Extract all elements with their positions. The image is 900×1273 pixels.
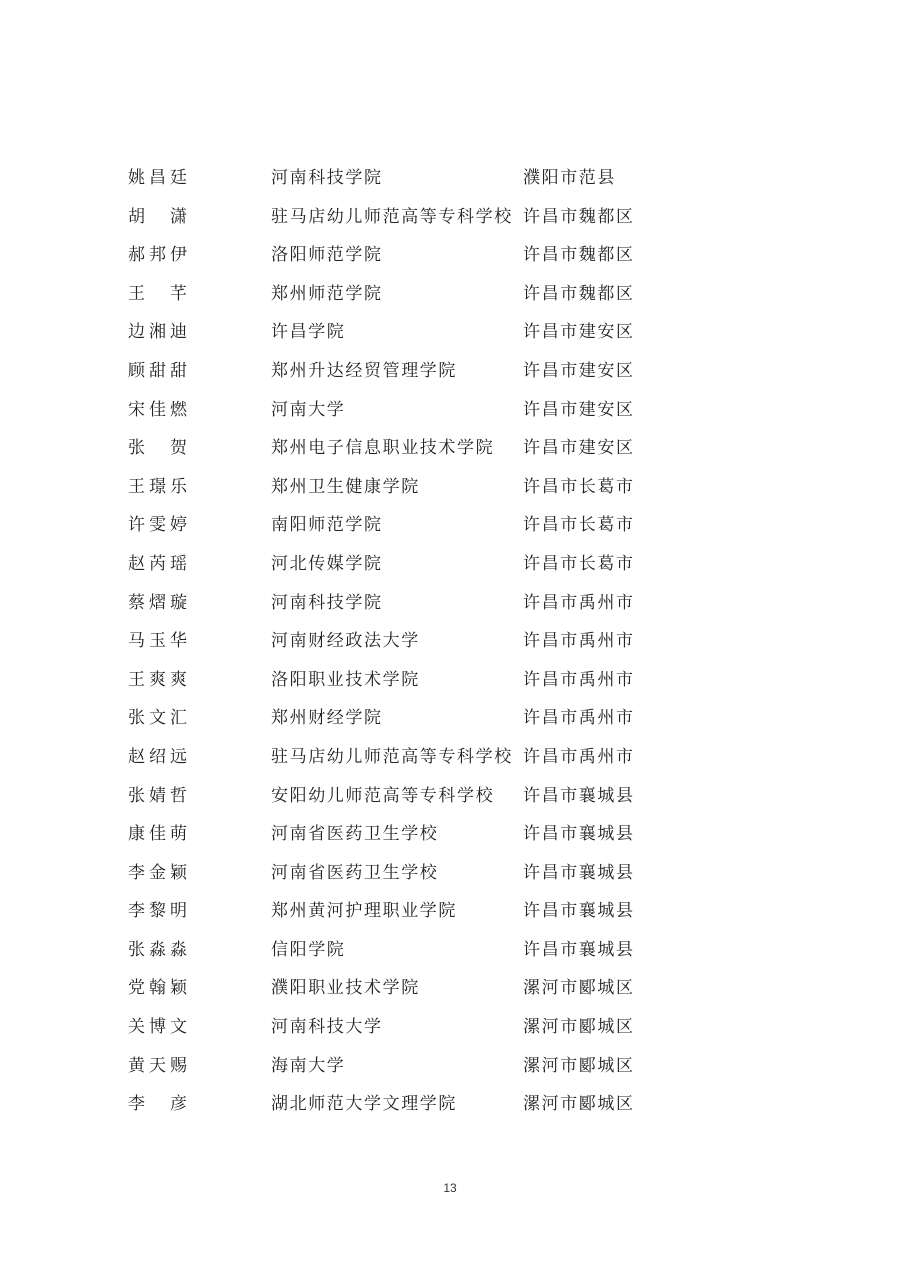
- school-name: 河南省医药卫生学校: [271, 862, 439, 883]
- region-name: 许昌市建安区: [523, 360, 635, 381]
- region-name: 许昌市襄城县: [523, 939, 635, 960]
- list-item: [128, 1047, 688, 1086]
- list-item: [128, 1008, 688, 1047]
- person-name: 顾甜甜: [128, 360, 188, 381]
- region-name: 许昌市长葛市: [523, 476, 635, 497]
- person-name: 郝邦伊: [128, 245, 188, 266]
- region-name: 许昌市禹州市: [523, 631, 635, 652]
- school-name: 河南科技大学: [271, 1017, 383, 1038]
- region-name: 许昌市魏都区: [523, 206, 635, 227]
- school-name: 河南科技学院: [271, 592, 383, 613]
- school-name: 河南省医药卫生学校: [271, 824, 439, 845]
- list-item: [128, 892, 688, 931]
- school-name: 洛阳师范学院: [271, 245, 383, 266]
- person-name: 姚昌廷: [128, 168, 188, 188]
- page-number: 13: [443, 1181, 457, 1195]
- list-item: [128, 969, 688, 1008]
- school-name: 河南大学: [271, 399, 346, 420]
- school-name: 郑州电子信息职业技术学院: [271, 438, 495, 459]
- school-name: 海南大学: [271, 1055, 346, 1076]
- list-item: [128, 275, 688, 314]
- list-item: [128, 313, 688, 352]
- region-name: 许昌市魏都区: [523, 283, 635, 304]
- school-name: 郑州财经学院: [271, 708, 383, 729]
- region-name: 许昌市襄城县: [523, 785, 635, 806]
- list-item: [128, 506, 688, 545]
- list-item: [128, 661, 688, 700]
- school-name: 驻马店幼儿师范高等专科学校: [271, 206, 513, 227]
- region-name: 许昌市禹州市: [523, 669, 635, 690]
- roster-list: [128, 159, 688, 1124]
- region-name: 许昌市建安区: [523, 322, 635, 343]
- region-name: 许昌市魏都区: [523, 245, 635, 266]
- person-name: 张文汇: [128, 708, 188, 729]
- school-name: 洛阳职业技术学院: [271, 669, 420, 690]
- region-name: 许昌市襄城县: [523, 862, 635, 883]
- person-name: 康佳萌: [128, 824, 188, 845]
- person-name: 党翰颖: [128, 978, 188, 999]
- school-name: 濮阳职业技术学院: [271, 978, 420, 999]
- list-item: [128, 545, 688, 584]
- school-name: 郑州黄河护理职业学院: [271, 901, 457, 922]
- list-item: [128, 352, 688, 391]
- school-name: 驻马店幼儿师范高等专科学校: [271, 746, 513, 767]
- person-name: 李金颖: [128, 862, 188, 883]
- list-item: [128, 159, 688, 198]
- person-name: 边湘迪: [128, 322, 188, 343]
- region-name: 许昌市建安区: [523, 438, 635, 459]
- list-item: [128, 854, 688, 893]
- list-item: [128, 468, 688, 507]
- list-item: [128, 931, 688, 970]
- person-name: 马玉华: [128, 631, 188, 652]
- list-item: [128, 777, 688, 816]
- person-name: 张 贺: [128, 438, 188, 459]
- school-name: 信阳学院: [271, 939, 346, 960]
- region-name: 漯河市郾城区: [523, 1017, 635, 1038]
- region-name: 许昌市襄城县: [523, 824, 635, 845]
- school-name: 河南财经政法大学: [271, 631, 420, 652]
- list-item: [128, 815, 688, 854]
- list-item: [128, 429, 688, 468]
- region-name: 漯河市郾城区: [523, 978, 635, 999]
- person-name: 蔡熠璇: [128, 592, 188, 613]
- person-name: 赵绍远: [128, 746, 188, 767]
- region-name: 漯河市郾城区: [523, 1055, 635, 1076]
- person-name: 赵芮瑶: [128, 553, 188, 574]
- region-name: 濮阳市范县: [523, 168, 616, 188]
- person-name: 王 芊: [128, 283, 188, 304]
- school-name: 郑州升达经贸管理学院: [271, 360, 457, 381]
- person-name: 李 彦: [128, 1094, 188, 1115]
- list-item: [128, 622, 688, 661]
- region-name: 漯河市郾城区: [523, 1094, 635, 1115]
- region-name: 许昌市禹州市: [523, 592, 635, 613]
- list-item: [128, 236, 688, 275]
- list-item: [128, 738, 688, 777]
- region-name: 许昌市襄城县: [523, 901, 635, 922]
- person-name: 黄天赐: [128, 1055, 188, 1076]
- list-item: [128, 391, 688, 430]
- person-name: 关博文: [128, 1017, 188, 1038]
- list-item: [128, 584, 688, 623]
- region-name: 许昌市长葛市: [523, 515, 635, 536]
- school-name: 南阳师范学院: [271, 515, 383, 536]
- person-name: 张淼淼: [128, 939, 188, 960]
- school-name: 郑州师范学院: [271, 283, 383, 304]
- list-item: [128, 699, 688, 738]
- person-name: 王爽爽: [128, 669, 188, 690]
- person-name: 张婧哲: [128, 785, 188, 806]
- person-name: 宋佳燃: [128, 399, 188, 420]
- person-name: 李黎明: [128, 901, 188, 922]
- person-name: 王璟乐: [128, 476, 188, 497]
- region-name: 许昌市建安区: [523, 399, 635, 420]
- region-name: 许昌市禹州市: [523, 708, 635, 729]
- region-name: 许昌市长葛市: [523, 553, 635, 574]
- school-name: 安阳幼儿师范高等专科学校: [271, 785, 495, 806]
- school-name: 郑州卫生健康学院: [271, 476, 420, 497]
- school-name: 河南科技学院: [271, 168, 383, 188]
- school-name: 湖北师范大学文理学院: [271, 1094, 457, 1115]
- school-name: 河北传媒学院: [271, 553, 383, 574]
- list-item: [128, 198, 688, 237]
- region-name: 许昌市禹州市: [523, 746, 635, 767]
- person-name: 胡 潇: [128, 206, 188, 227]
- list-item: [128, 1085, 688, 1124]
- school-name: 许昌学院: [271, 322, 346, 343]
- person-name: 许雯婷: [128, 515, 188, 536]
